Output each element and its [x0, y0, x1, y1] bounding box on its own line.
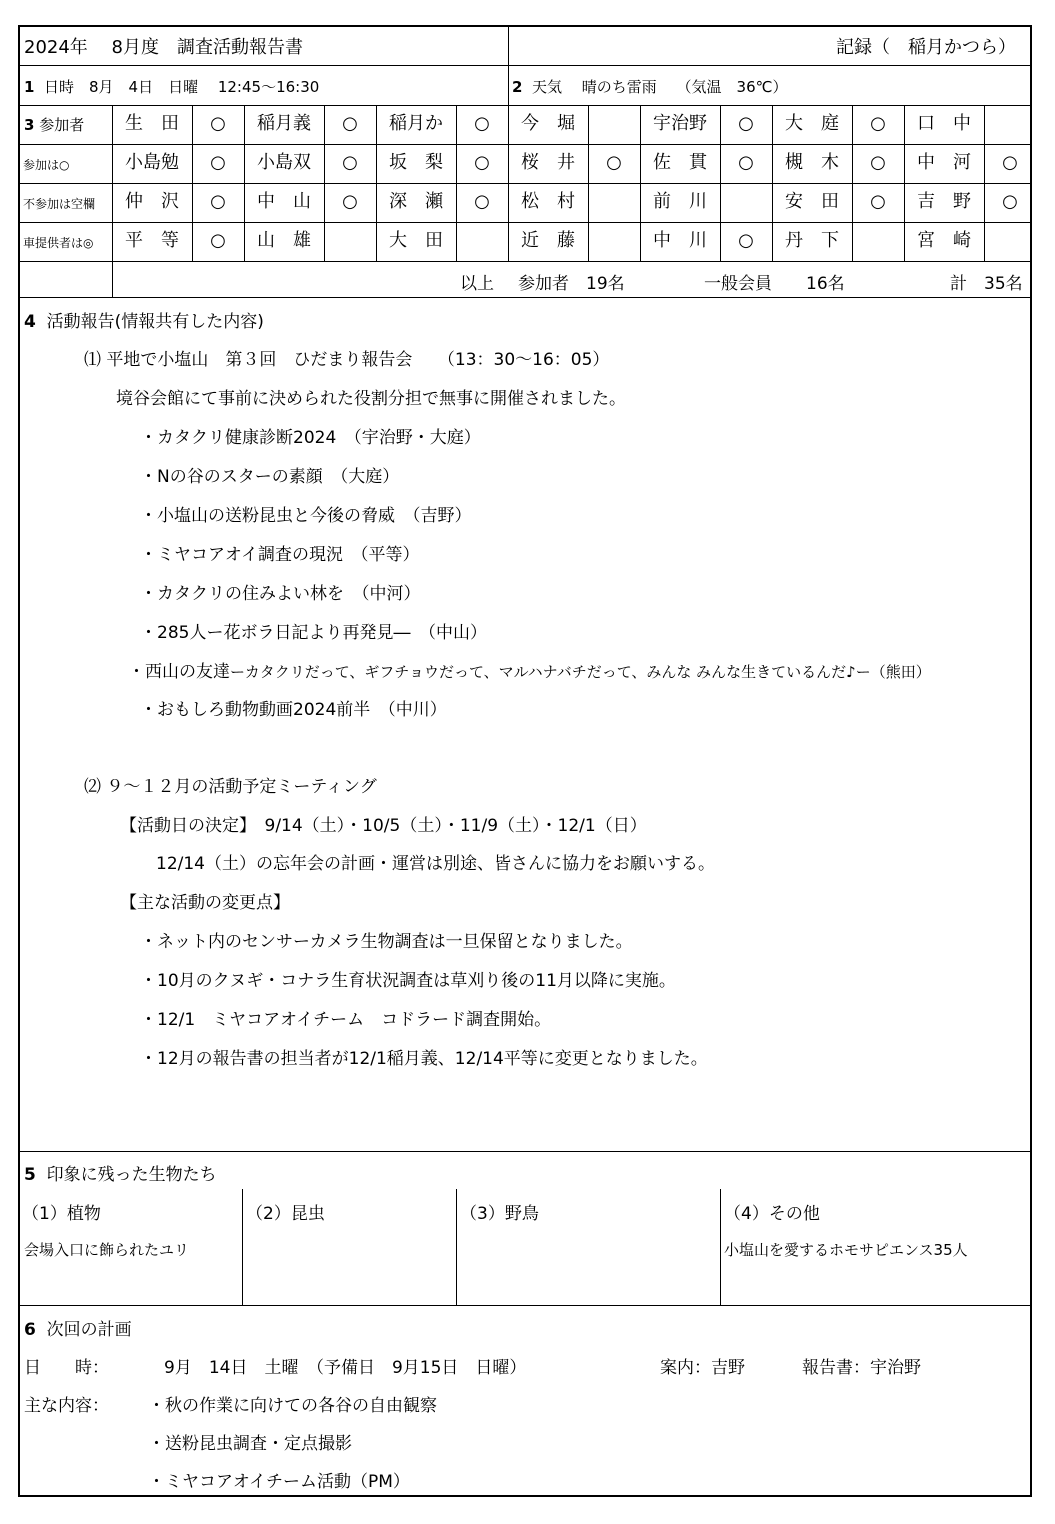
participant-name: 宮 崎	[917, 230, 971, 251]
item2-changes-head: 【主な活動の変更点】	[120, 893, 290, 913]
participant-mark: ○	[474, 191, 490, 212]
participant-name: 大 庭	[785, 113, 839, 134]
summary-participants: 参加者 19名	[518, 274, 625, 294]
participant-mark	[852, 222, 904, 260]
participant-mark: ○	[210, 230, 226, 251]
participant-mark: ○	[1002, 152, 1018, 173]
section-5-heading: 5 印象に残った生物たち	[24, 1165, 217, 1185]
participant-mark	[588, 183, 640, 221]
item2-change: ・12/1 ミヤコアオイチーム コドラード調査開始。	[140, 1010, 552, 1030]
divider	[508, 27, 509, 105]
participant-mark: ○	[738, 152, 754, 173]
participant-mark: ○	[738, 113, 754, 134]
item1-bullet: ・カタクリの住みよい林を （中河）	[140, 584, 421, 604]
divider	[20, 65, 1030, 66]
divider	[456, 1189, 457, 1305]
participant-name: 佐 貫	[653, 152, 707, 173]
item2-change: ・ネット内のセンサーカメラ生物調査は一旦保留となりました。	[140, 932, 633, 952]
report-title: 2024年 8月度 調査活動報告書	[24, 37, 303, 58]
participant-name: 吉 野	[917, 191, 971, 212]
next-reporter: 報告書：宇治野	[802, 1358, 921, 1378]
bio-other-body: 小塩山を愛するホモサピエンス35人	[724, 1241, 968, 1259]
participant-name: 稲月義	[257, 113, 311, 134]
participant-mark	[588, 222, 640, 260]
item2-change: ・10月のクヌギ・コナラ生育状況調査は草刈り後の11月以降に実施。	[140, 971, 676, 991]
participant-name: 仲 沢	[125, 191, 179, 212]
participant-name: 大 田	[389, 230, 443, 251]
summary-total: 計 35名	[950, 274, 1023, 294]
participant-mark: ○	[474, 152, 490, 173]
participant-name: 中 河	[917, 152, 971, 173]
item2-decision: 【活動日の決定】 9/14（土）・10/5（土）・11/9（土）・12/1（日）	[120, 816, 647, 836]
next-content-label: 主な内容：	[24, 1396, 109, 1416]
participant-mark: ○	[870, 152, 886, 173]
bio-birds-head: （3）野鳥	[460, 1204, 539, 1224]
participant-name: 小島勉	[125, 152, 179, 173]
participant-name: 稲月か	[389, 113, 443, 134]
participant-mark: ○	[474, 113, 490, 134]
participant-name: 前 川	[653, 191, 707, 212]
participant-name: 安 田	[785, 191, 839, 212]
recorder-label: 記録（ 稲月かつら）	[836, 37, 1016, 58]
next-date-value: 9月 14日 土曜 （予備日 9月15日 日曜）	[164, 1358, 527, 1378]
section-6-heading: 6 次回の計画	[24, 1320, 132, 1340]
participant-name: 丹 下	[785, 230, 839, 251]
participant-mark	[984, 105, 1036, 143]
next-content-item: ・秋の作業に向けての各谷の自由観察	[148, 1396, 437, 1416]
next-date-label: 日 時：	[24, 1358, 109, 1378]
participant-mark: ○	[870, 191, 886, 212]
section-2-weather: 2 天気 晴のち雷雨 （気温 36℃）	[512, 78, 788, 96]
bio-plants-head: （1）植物	[22, 1204, 101, 1224]
item1-title: ⑴ 平地で小塩山 第３回 ひだまり報告会 （13：30〜16：05）	[84, 350, 610, 370]
item1-bullet: ・小塩山の送粉昆虫と今後の脅威 （吉野）	[140, 506, 472, 526]
item1-special: ・西山の友達ーカタクリだって、ギフチョウだって、マルハナバチだって、みんな みんな生きているんだ♪ー（熊田）	[128, 662, 931, 682]
divider	[20, 1151, 1030, 1152]
item1-bullet: ・285人ー花ボラ日記より再発見― （中山）	[140, 623, 487, 643]
item1-bullet: ・カタクリ健康診断2024 （宇治野・大庭）	[140, 428, 481, 448]
item1-bullet: ・ミヤコアオイ調査の現況 （平等）	[140, 545, 420, 565]
participants-label: 3 参加者	[24, 116, 85, 134]
item2-title: ⑵ ９〜１２月の活動予定ミーティング	[84, 777, 377, 797]
section-1-date: 1 日時 8月 4日 日曜 12:45〜16:30	[24, 78, 320, 96]
participant-mark	[456, 222, 508, 260]
participant-name: 山 雄	[257, 230, 311, 251]
participant-mark	[720, 183, 772, 221]
item2-party: 12/14（土）の忘年会の計画・運営は別途、皆さんに協力をお願いする。	[156, 854, 715, 874]
participant-name: 坂 梨	[389, 152, 443, 173]
participant-mark: ○	[738, 230, 754, 251]
next-content-item: ・ミヤコアオイチーム活動（PM）	[148, 1472, 410, 1492]
item1-last: ・おもしろ動物動画2024前半 （中川）	[140, 700, 447, 720]
participant-name: 今 堀	[521, 113, 575, 134]
participant-mark	[984, 222, 1036, 260]
participant-mark: ○	[606, 152, 622, 173]
participant-mark	[588, 105, 640, 143]
divider	[242, 1189, 243, 1305]
participant-name: 近 藤	[521, 230, 575, 251]
participant-name: 小島双	[257, 152, 311, 173]
participant-mark: ○	[210, 113, 226, 134]
participant-mark: ○	[342, 191, 358, 212]
participant-name: 平 等	[125, 230, 179, 251]
item1-bullet: ・Nの谷のスターの素顔 （大庭）	[140, 467, 400, 487]
participant-name: 深 瀬	[389, 191, 443, 212]
participant-name: 宇治野	[653, 113, 707, 134]
divider	[720, 1189, 721, 1305]
participant-name: 桜 井	[521, 152, 575, 173]
participant-mark: ○	[870, 113, 886, 134]
participant-mark: ○	[342, 113, 358, 134]
participant-mark: ○	[1002, 191, 1018, 212]
bio-insects-head: （2）昆虫	[246, 1204, 325, 1224]
participants-row-label: 参加は○	[23, 158, 70, 172]
report-sheet	[18, 25, 1032, 1497]
next-content-item: ・送粉昆虫調査・定点撮影	[148, 1434, 352, 1454]
item2-change: ・12月の報告書の担当者が12/1稲月義、12/14平等に変更となりました。	[140, 1049, 708, 1069]
participant-name: 松 村	[521, 191, 575, 212]
participant-name: 生 田	[125, 113, 179, 134]
participant-mark	[324, 222, 376, 260]
divider	[20, 261, 1030, 262]
divider	[20, 297, 1030, 298]
participants-row-label: 不参加は空欄	[23, 197, 96, 211]
participant-name: 槻 木	[785, 152, 839, 173]
participant-name: 中 川	[653, 230, 707, 251]
item1-lead: 境谷会館にて事前に決められた役割分担で無事に開催されました。	[116, 389, 626, 409]
section-4-heading: 4 活動報告(情報共有した内容)	[24, 312, 264, 332]
divider	[20, 1305, 1030, 1306]
participants-row-label: 車提供者は◎	[23, 236, 94, 250]
participant-mark: ○	[210, 152, 226, 173]
participant-mark: ○	[342, 152, 358, 173]
participant-name: 中 山	[257, 191, 311, 212]
summary-general: 一般会員 16名	[704, 274, 845, 294]
bio-other-head: （4）その他	[724, 1204, 820, 1224]
participant-mark: ○	[210, 191, 226, 212]
summary-ijo: 以上	[460, 274, 494, 294]
participant-name: 口 中	[917, 113, 971, 134]
bio-plants-body: 会場入口に飾られたユリ	[24, 1241, 190, 1259]
next-guide: 案内：吉野	[660, 1358, 745, 1378]
